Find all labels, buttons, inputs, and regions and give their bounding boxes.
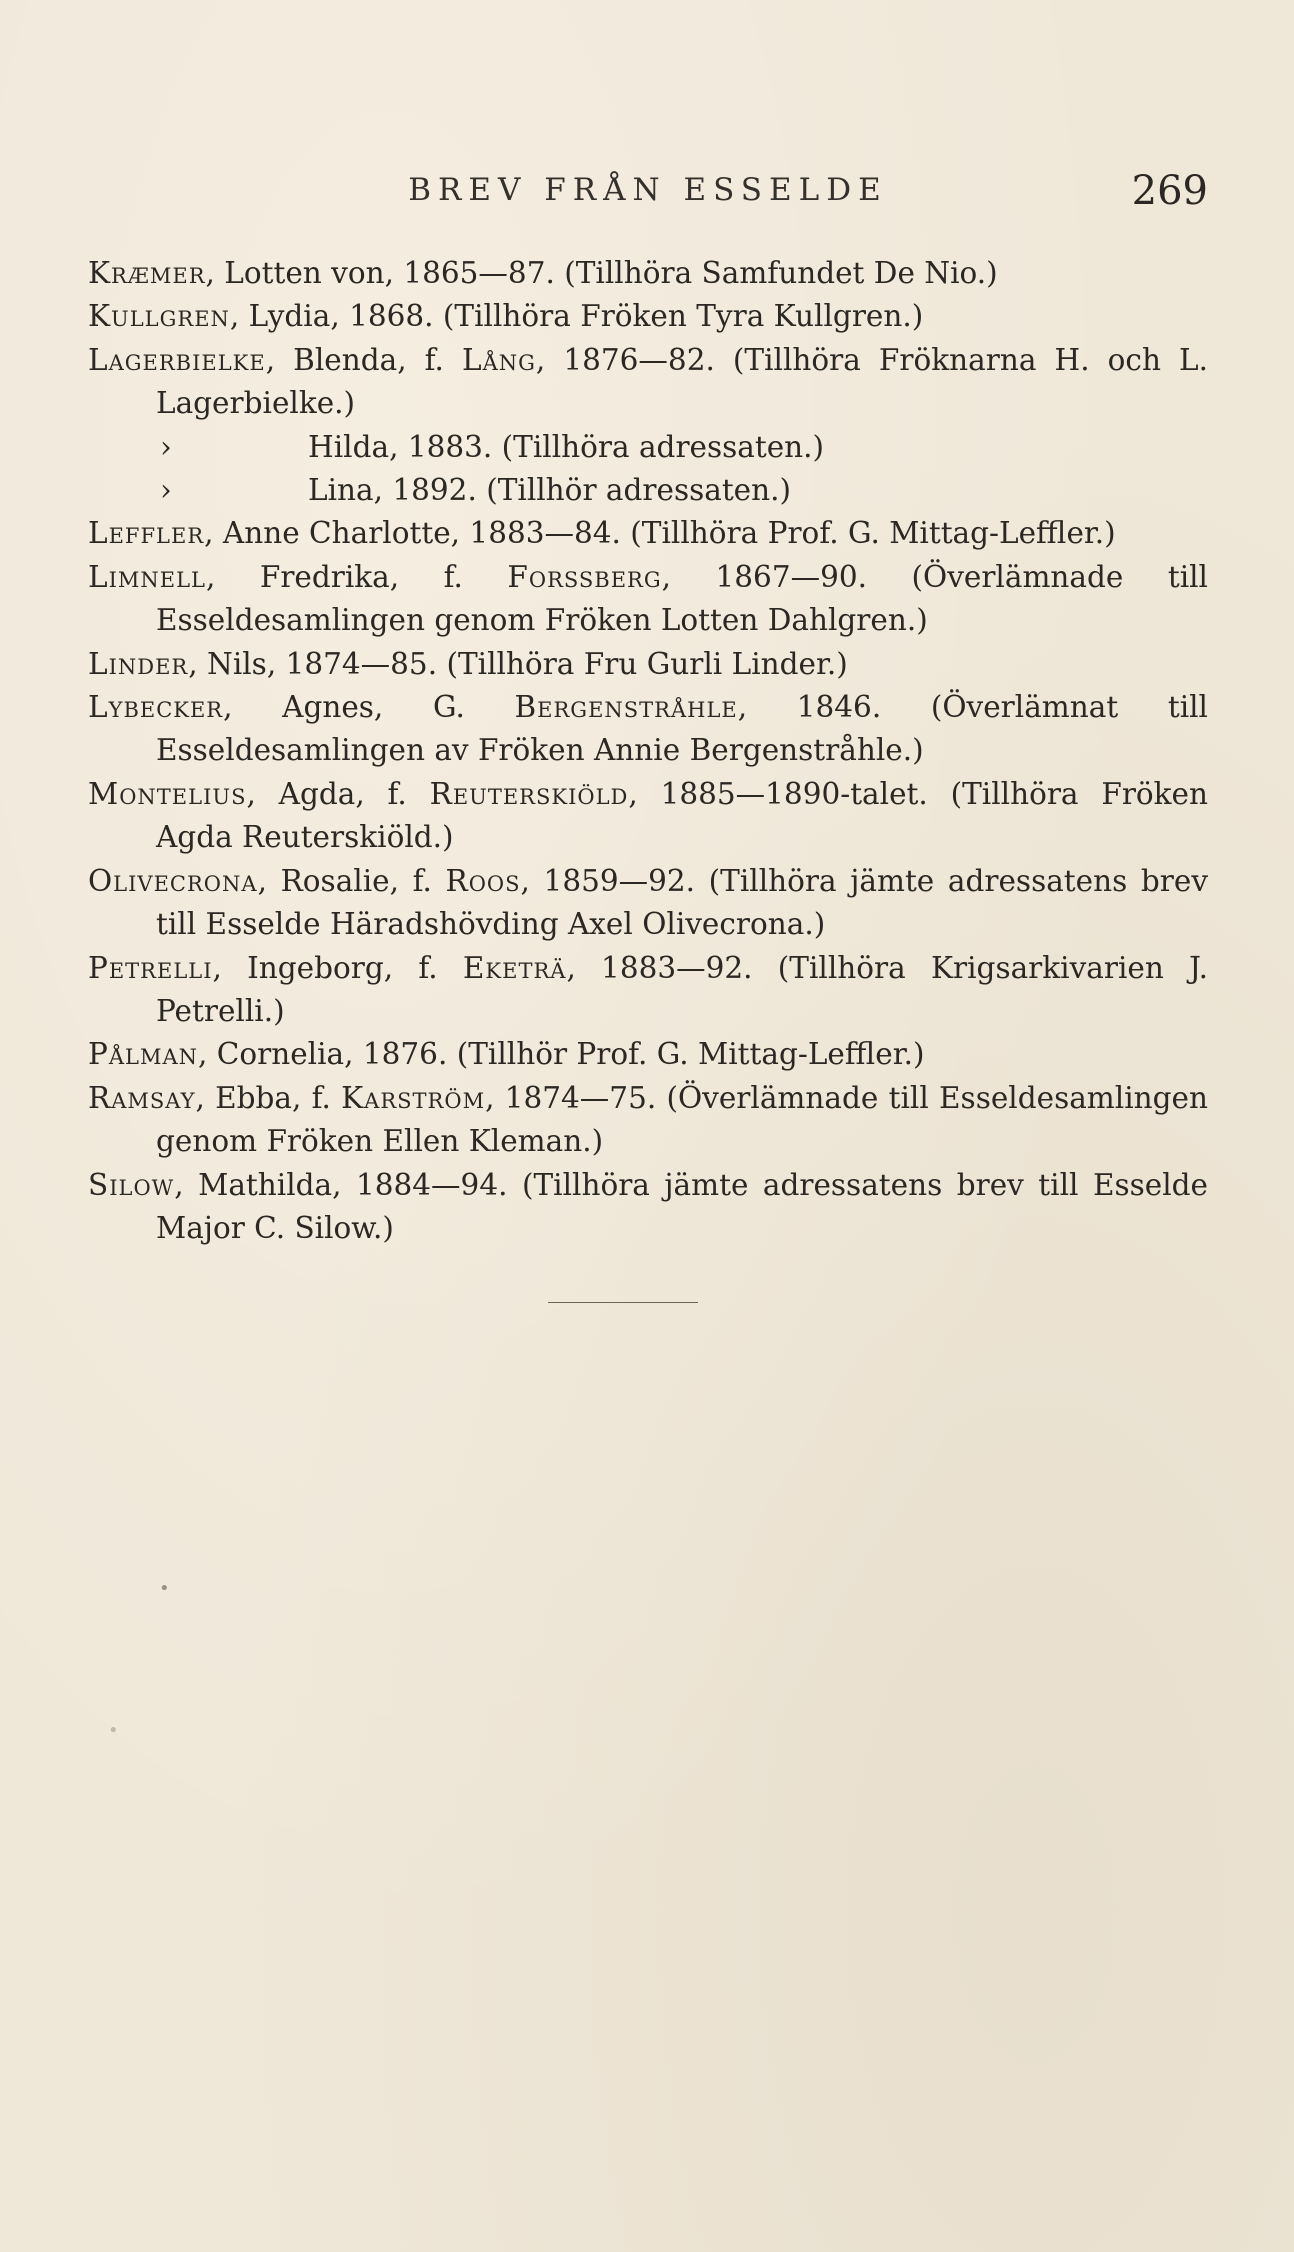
entry-surname: Montelius bbox=[88, 776, 247, 811]
index-entry-lagerbielke bbox=[88, 339, 1208, 426]
letter-index-list bbox=[88, 252, 1208, 1250]
index-entry-kullgren bbox=[88, 295, 1208, 338]
entry-text: , Mathilda, 1884—94. (Tillhöra jämte adressatens brev till Esselde Major C. Silow.) bbox=[156, 1167, 1208, 1245]
index-entry-olivecrona bbox=[88, 860, 1208, 947]
entry-maiden-name: Reuterskiöld bbox=[429, 776, 629, 811]
running-title: BREV FRÅN ESSELDE bbox=[408, 172, 888, 208]
entry-maiden-name: Forssberg bbox=[507, 559, 662, 594]
entry-maiden-name: Eketrä bbox=[462, 950, 567, 985]
entry-surname: Ramsay bbox=[88, 1080, 196, 1115]
entry-text: , Lydia, 1868. (Tillhöra Fröken Tyra Kullgren.) bbox=[229, 299, 924, 334]
paper-speck: • bbox=[159, 1578, 170, 1599]
entry-text: , 1859—92. (Tillhöra jämte adressatens brev till Esselde Häradshövding Axel Olivecrona.) bbox=[156, 863, 1208, 942]
entry-surname: Pålman bbox=[88, 1037, 199, 1072]
entry-surname: Olivecrona bbox=[88, 863, 258, 898]
entry-text: , 1867—90. (Överlämnade till Esseldesamlingen genom Fröken Lotten Dahlgren.) bbox=[156, 559, 1208, 638]
index-subentry-hilda bbox=[88, 426, 1208, 469]
index-entry-ramsay bbox=[88, 1077, 1208, 1164]
entry-text: Lina, 1892. (Tillhör adressaten.) bbox=[308, 473, 792, 508]
entry-text: , Agda, f. bbox=[246, 776, 430, 811]
section-end-rule bbox=[548, 1302, 698, 1303]
entry-text: , Blenda, f. bbox=[265, 342, 462, 377]
index-entry-silow bbox=[88, 1164, 1208, 1251]
entry-text: , Lotten von, 1865—87. (Tillhöra Samfundet De Nio.) bbox=[205, 256, 998, 290]
entry-text: , Nils, 1874—85. (Tillhöra Fru Gurli Linder.) bbox=[188, 646, 848, 681]
index-entry-palman bbox=[88, 1033, 1208, 1076]
index-entry-leffler bbox=[88, 512, 1208, 555]
entry-text: , 1874—75. (Överlämnade till Esseldesamlingen genom Fröken Ellen Kleman.) bbox=[156, 1080, 1208, 1159]
index-subentry-lina bbox=[88, 469, 1208, 512]
entry-text: , Ebba, f. bbox=[195, 1080, 342, 1115]
index-entry-limnell bbox=[88, 556, 1208, 643]
entry-surname: Linder bbox=[88, 646, 189, 681]
entry-text: , Rosalie, f. bbox=[257, 863, 446, 898]
entry-maiden-name: Roos bbox=[445, 863, 521, 898]
entry-text: , Cornelia, 1876. (Tillhör Prof. G. Mittag-Leffler.) bbox=[198, 1037, 925, 1072]
entry-text: , Fredrika, f. bbox=[205, 559, 508, 594]
entry-maiden-name: Karström bbox=[341, 1080, 486, 1115]
entry-surname: Lybecker bbox=[88, 690, 224, 725]
entry-surname: Leffler bbox=[88, 516, 205, 551]
entry-text: , 1883—92. (Tillhöra Krigsarkivarien J. Petrelli.) bbox=[156, 950, 1208, 1028]
entry-surname: Limnell bbox=[88, 559, 206, 594]
entry-surname: Kullgren bbox=[88, 299, 230, 334]
entry-text: , 1846. (Överlämnat till Esseldesamlingen av Fröken Annie Bergenstråhle.) bbox=[156, 690, 1208, 768]
entry-text: , Agnes, G. bbox=[223, 690, 515, 725]
entry-text: Hilda, 1883. (Tillhöra adressaten.) bbox=[308, 429, 825, 464]
entry-maiden-name: Bergenstråhle bbox=[514, 690, 738, 725]
index-entry-montelius bbox=[88, 773, 1208, 860]
entry-maiden-name: Lång bbox=[461, 342, 536, 377]
ditto-mark: › bbox=[160, 429, 172, 464]
running-head bbox=[88, 168, 1208, 222]
index-entry-linder bbox=[88, 643, 1208, 686]
index-entry-lybecker bbox=[88, 686, 1208, 773]
entry-text: , 1876—82. (Tillhöra Fröknarna H. och L. Lagerbielke.) bbox=[156, 342, 1208, 421]
entry-surname: Kræmer bbox=[88, 256, 206, 290]
index-entry-kraemer bbox=[88, 252, 1208, 295]
index-entry-petrelli bbox=[88, 947, 1208, 1034]
entry-text: , Anne Charlotte, 1883—84. (Tillhöra Prof. G. Mittag-Leffler.) bbox=[204, 516, 1116, 551]
ditto-mark: › bbox=[160, 473, 172, 508]
entry-text: , 1885—1890-talet. (Tillhöra Fröken Agda Reuterskiöld.) bbox=[156, 776, 1209, 855]
entry-text: , Ingeborg, f. bbox=[212, 950, 463, 985]
entry-surname: Silow bbox=[88, 1167, 175, 1202]
page-number: 269 bbox=[1131, 168, 1208, 214]
entry-surname: Lagerbielke bbox=[88, 342, 266, 377]
paper-speck: • bbox=[108, 1720, 119, 1741]
entry-surname: Petrelli bbox=[88, 950, 213, 985]
